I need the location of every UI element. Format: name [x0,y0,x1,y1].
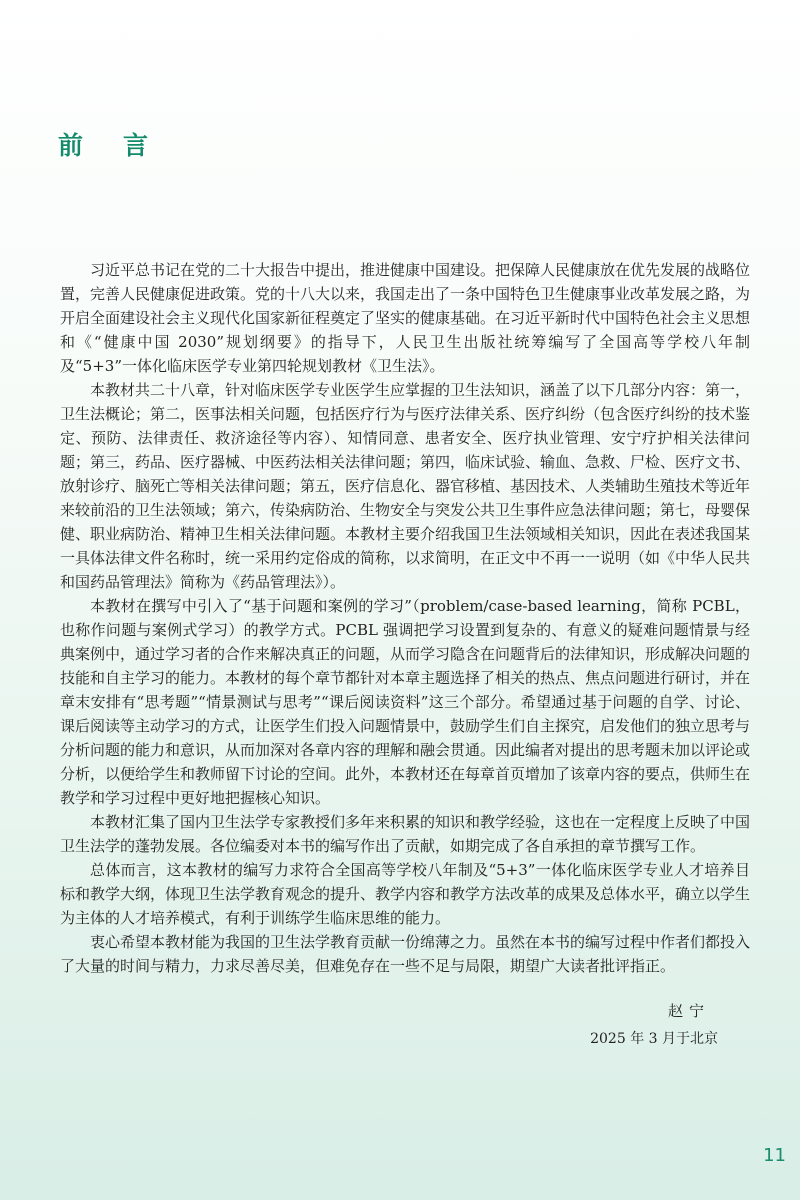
paragraph: 总体而言，这本教材的编写力求符合全国高等学校八年制及“5+3”一体化临床医学专业人才培养目标和教学大纲，体现卫生法学教育观念的提升、教学内容和教学方法改革的成果及总体水平，确立以学生为主体的人才培养模式，有利于训练学生临床思维的能力。 [60,861,751,927]
paragraph: 习近平总书记在党的二十大报告中提出，推进健康中国建设。把保障人民健康放在优先发展的战略位置，完善人民健康促进政策。党的十八大以来，我国走出了一条中国特色卫生健康事业改革发展之路，为开启全面建设社会主义现代化国家新征程奠定了坚实的健康基础。在习近平新时代中国特色社会主义思想和《“健康中国 2030”规划纲要》的指导下，人民卫生出版社统筹编写了全国高等学校八年制及“5+3”一体化临床医学专业第四轮规划教材《卫生法》。 [60,261,751,375]
author-signature: 赵宁 [667,1002,710,1020]
preface-body [60,258,750,978]
preface-heading: 前言 [58,131,189,160]
paragraph: 本教材在撰写中引入了“基于问题和案例的学习”（problem/case-based learning，简称 PCBL，也称作问题与案例式学习）的教学方式。PCBL 强调把学习设置到复杂的、有意义的疑难问题情景与经典案例中，通过学习者的合作来解决真正的问题，从而学习隐含在问题背后的法律知识，形成解决问题的技能和自主学习的能力。本教材的每个章节都针对本章主题选择了相关的热点、焦点问题进行研讨，并在章末安排有“思考题”“情景测试与思考”“课后阅读资料”这三个部分。希望通过基于问题的自学、讨论、课后阅读等主动学习的方式，让医学生们投入问题情景中，鼓励学生们自主探究，启发他们的独立思考与分析问题的能力和意识，从而加深对各章内容的理解和融会贯通。因此编者对提出的思考题未加以评论或分析，以便给学生和教师留下讨论的空间。此外，本教材还在每章首页增加了该章内容的要点，供师生在教学和学习过程中更好地把握核心知识。 [60,597,751,807]
paragraph: 本教材共二十八章，针对临床医学专业医学生应掌握的卫生法知识，涵盖了以下几部分内容：第一，卫生法概论；第二，医事法相关问题，包括医疗行为与医疗法律关系、医疗纠纷（包含医疗纠纷的技术鉴定、预防、法律责任、救济途径等内容）、知情同意、患者安全、医疗执业管理、安宁疗护相关法律问题；第三，药品、医疗器械、中医药法相关法律问题；第四，临床试验、输血、急救、尸检、医疗文书、放射诊疗、脑死亡等相关法律问题；第五，医疗信息化、器官移植、基因技术、人类辅助生殖技术等近年来较前沿的卫生法领域；第六，传染病防治、生物安全与突发公共卫生事件应急法律问题；第七，母婴保健、职业病防治、精神卫生相关法律问题。本教材主要介绍我国卫生法领域相关知识，因此在表述我国某一具体法律文件名称时，统一采用约定俗成的简称，以求简明，在正文中不再一一说明（如《中华人民共和国药品管理法》简称为《药品管理法》）。 [60,381,751,591]
date-line: 2025 年 3 月于北京 [590,1031,718,1047]
page-number: 11 [763,1145,786,1166]
paragraph: 本教材汇集了国内卫生法学专家教授们多年来积累的知识和教学经验，这也在一定程度上反映了中国卫生法学的蓬勃发展。各位编委对本书的编写作出了贡献，如期完成了各自承担的章节撰写工作。 [60,813,751,855]
paragraph: 衷心希望本教材能为我国的卫生法学教育贡献一份绵薄之力。虽然在本书的编写过程中作者们都投入了大量的时间与精力，力求尽善尽美，但难免存在一些不足与局限，期望广大读者批评指正。 [60,933,751,975]
